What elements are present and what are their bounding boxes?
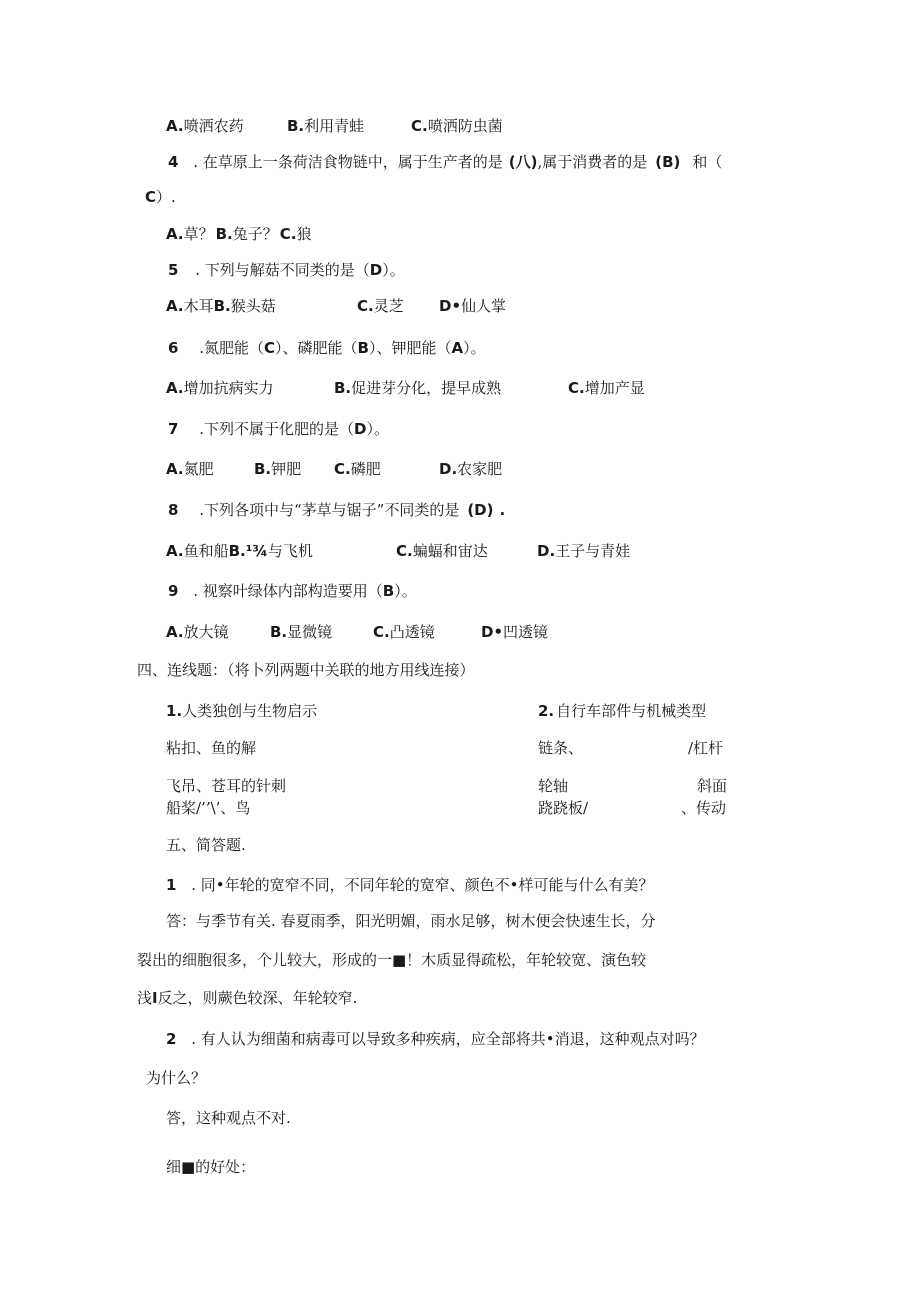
option-text: 放大镜 — [183, 623, 229, 641]
question-text: .氮肥能（ — [199, 339, 264, 357]
option-text: 蝙蝠和宙达 — [412, 542, 488, 560]
question-number: 5 — [168, 261, 179, 279]
question-number: 2 — [166, 1030, 177, 1048]
match-1-row: 飞吊、苍耳的针刺 — [166, 777, 287, 795]
short-answer-1 — [166, 875, 653, 895]
option-text: 木耳 — [183, 297, 214, 315]
question-text: . 有人认为细菌和病毒可以导致多种疾病，应全部将共•消退，这种观点对吗？ — [191, 1030, 705, 1048]
option-text: 磷肥 — [350, 460, 381, 478]
question-4 — [168, 152, 722, 172]
option-letter: B. — [213, 297, 231, 315]
answer: (八) — [508, 153, 538, 171]
question-7 — [168, 419, 389, 439]
answer: D — [369, 261, 383, 279]
question-text: . 下列与解菇不同类的是（ — [195, 261, 370, 279]
section-5-title: 五、简答题. — [166, 836, 246, 854]
match-1-title — [166, 701, 317, 721]
question-text: ）。 — [366, 420, 389, 438]
answer: D — [354, 420, 367, 438]
question-text: . — [499, 501, 506, 519]
match-2-left: 链条、 — [538, 739, 584, 757]
question-text: ）. — [156, 188, 176, 206]
answer: C — [145, 188, 157, 206]
option-letter: A. — [166, 460, 184, 478]
option-text: 氮肥 — [183, 460, 214, 478]
answer: (D) — [467, 501, 494, 519]
option-text: 凸透镜 — [389, 623, 435, 641]
option-letter: B. — [334, 379, 352, 397]
question-number: 8 — [168, 501, 179, 519]
match-2-left: 跷跷板/ — [538, 799, 589, 817]
option-text: 促进芽分化，提早成熟 — [351, 379, 502, 397]
option-text: 与飞机 — [267, 542, 313, 560]
option-letter: D• — [481, 623, 504, 641]
answer-line: 答：与季节有关. 春夏雨季，阳光明媚，雨水足够，树木便会快速生长，分 — [166, 912, 656, 930]
question-text: . 在草原上一条荷洁食物链中，属于生产者的是 — [193, 153, 503, 171]
option-letter: C. — [411, 117, 428, 135]
option-letter: B.¹¾ — [228, 542, 268, 560]
option-letter: A. — [166, 297, 184, 315]
option-letter: B. — [287, 117, 305, 135]
option-text: 农家肥 — [457, 460, 503, 478]
option-letter: A. — [166, 225, 184, 243]
answer: (B) — [655, 153, 681, 171]
option-text: 显微镜 — [287, 623, 333, 641]
option-text: 鱼和船 — [183, 542, 229, 560]
answer-line: 答，这种观点不对. — [166, 1109, 291, 1127]
option-text: 喷洒防虫菌 — [427, 117, 503, 135]
answer: B — [357, 339, 369, 357]
match-2-right: 、传动 — [681, 799, 727, 817]
question-9 — [168, 581, 417, 601]
option-letter: C. — [373, 623, 390, 641]
question-text: .下列不属于化肥的是（ — [199, 420, 354, 438]
option-letter: A. — [166, 542, 184, 560]
option-letter: A. — [166, 117, 184, 135]
option-text: 喷洒农药 — [183, 117, 244, 135]
question-number: 6 — [168, 339, 179, 357]
match-title: 自行车部件与机械类型 — [556, 702, 707, 720]
option-text: 钾肥 — [271, 460, 302, 478]
option-letter: C. — [334, 460, 351, 478]
option-text: 猴头菇 — [230, 297, 276, 315]
option-letter: A. — [166, 623, 184, 641]
option-letter: B. — [254, 460, 272, 478]
match-title: 人类独创与生物启示 — [182, 702, 318, 720]
answer-line: 细■的好处： — [166, 1158, 256, 1176]
question-text: ）、钾肥能（ — [368, 339, 452, 357]
section-4-title: 四、连线题：（将卜列两题中关联的地方用线连接） — [137, 661, 475, 679]
question-text: ,属于消费者的是 — [537, 153, 648, 171]
option-letter: C. — [357, 297, 374, 315]
q4-options — [166, 224, 312, 244]
option-text: 仙人掌 — [461, 297, 507, 315]
option-letter: C. — [396, 542, 413, 560]
option-letter: D. — [439, 460, 458, 478]
match-2-left: 轮轴 — [538, 777, 569, 795]
question-text: ）。 — [463, 339, 486, 357]
question-8 — [168, 500, 505, 520]
answer: B — [382, 582, 395, 600]
question-text: . 视察叶绿体内部构造要用（ — [193, 582, 383, 600]
answer-line — [137, 988, 357, 1008]
match-2-right: 斜面 — [697, 777, 728, 795]
option-letter: C. — [568, 379, 585, 397]
option-text: 草？ — [183, 225, 214, 243]
option-text: 狼 — [296, 225, 312, 243]
option-text: 凹透镜 — [503, 623, 549, 641]
match-2-right: /杠杆 — [688, 739, 724, 757]
option-letter: D. — [537, 542, 556, 560]
option-text: 灵芝 — [373, 297, 404, 315]
answer: A — [451, 339, 464, 357]
answer: C — [264, 339, 276, 357]
option-letter: B. — [215, 225, 233, 243]
question-text: ）。 — [394, 582, 417, 600]
question-5 — [168, 260, 405, 280]
option-text: 兔子？ — [232, 225, 278, 243]
question-number: 9 — [168, 582, 179, 600]
short-answer-2 — [166, 1029, 705, 1049]
question-text: .下列各项中与“茅草与锯子”不同类的是 — [199, 501, 460, 519]
option-text: 增加产显 — [584, 379, 645, 397]
question-text: ）。 — [382, 261, 405, 279]
option-text: 利用青蛙 — [304, 117, 365, 135]
question-6 — [168, 338, 486, 358]
question-number: 1 — [166, 876, 177, 894]
question-4-cont — [145, 187, 176, 207]
option-letter: B. — [270, 623, 288, 641]
option-letter: D• — [439, 297, 462, 315]
answer-line: 裂出的细胞很多，个儿较大，形成的一■！木质显得疏松，年轮较宽、演色较 — [137, 951, 647, 969]
option-text: 王子与青娃 — [555, 542, 631, 560]
question-text: . 同•年轮的宽窄不同，不同年轮的宽窄、颜色不•样可能与什么有美？ — [191, 876, 654, 894]
match-number: 1. — [166, 702, 183, 720]
option-letter: C. — [279, 225, 297, 243]
question-text: 为什么？ — [146, 1069, 207, 1087]
question-text: 和（ — [692, 153, 723, 171]
answer-text: I — [152, 989, 158, 1007]
match-1-row: 船桨/’’\’、鸟 — [166, 799, 251, 817]
question-text: ）、磷肥能（ — [275, 339, 358, 357]
option-letter: A. — [166, 379, 184, 397]
question-number: 4 — [168, 153, 179, 171]
answer-text: 浅 — [137, 989, 153, 1007]
answer-text: 反之，则蕨色较深、年轮较窄. — [157, 989, 358, 1007]
option-text: 增加抗病实力 — [183, 379, 274, 397]
question-number: 7 — [168, 420, 179, 438]
match-number: 2. — [538, 702, 555, 720]
match-2-title — [538, 701, 706, 721]
match-1-row: 粘扣、鱼的解 — [166, 739, 257, 757]
